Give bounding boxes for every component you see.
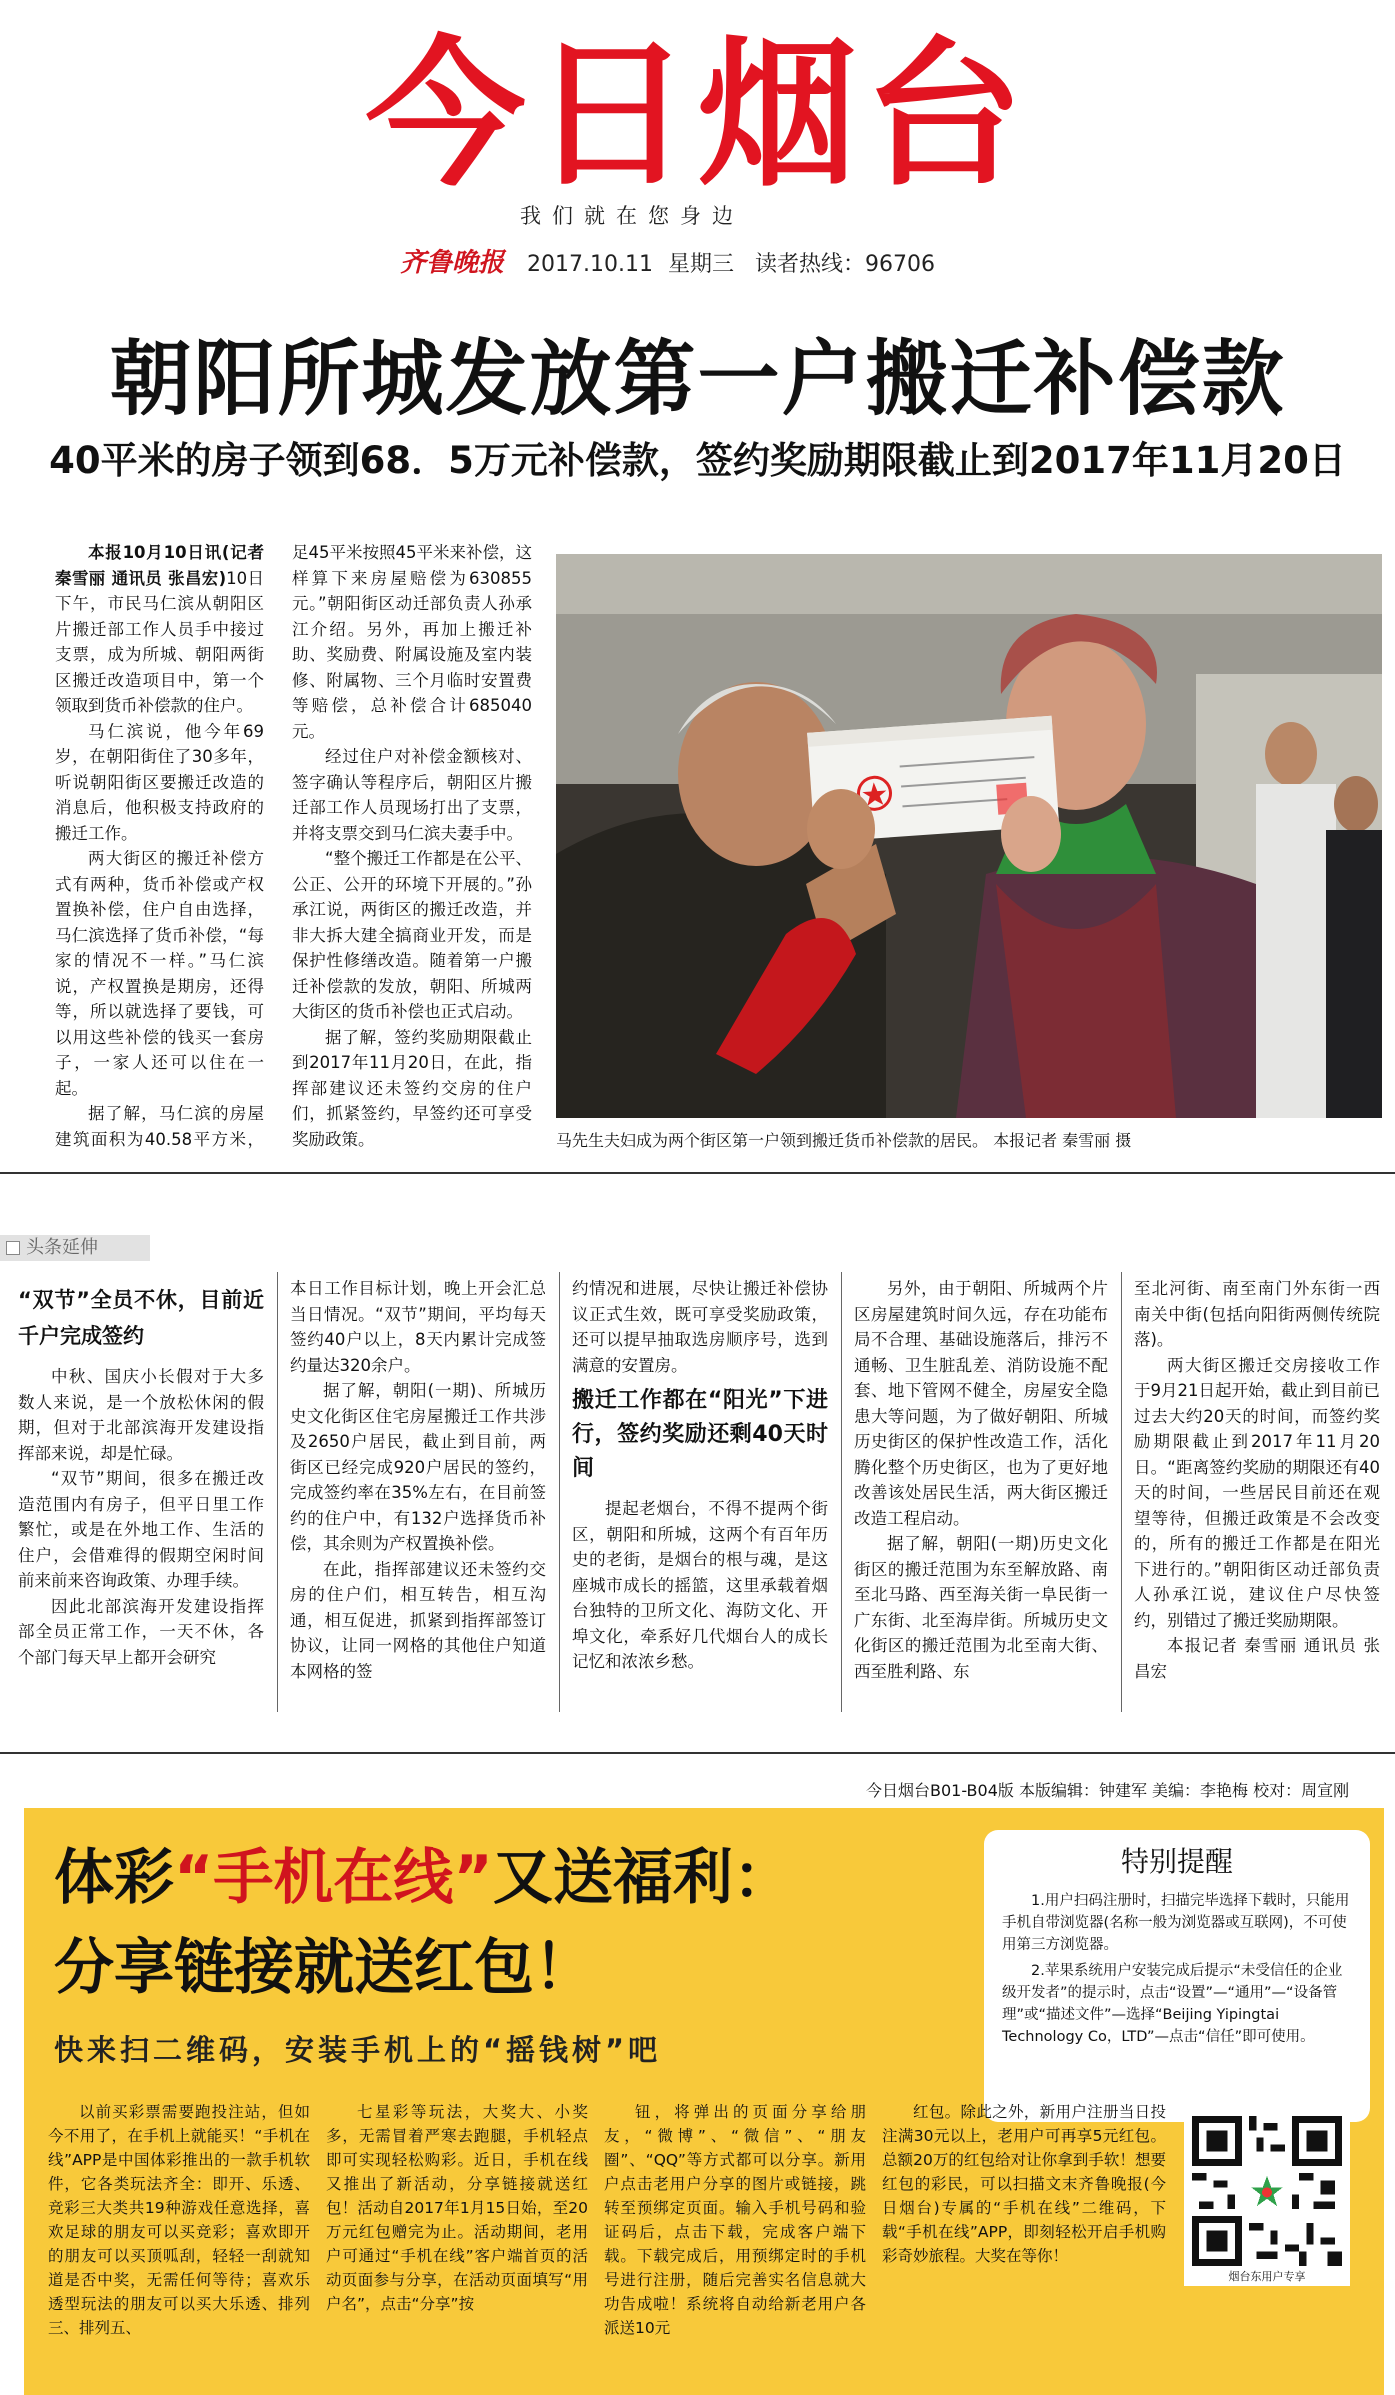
notice-item: 2.苹果系统用户安装完成后提示“未受信任的企业级开发者”的提示时，点击“设置”—“通用”—“设备管理”或“描述文件”—选择“Beijing Yipingtai Technology Co，LTD”—点击“信任”即可使用。 [1002, 1963, 1343, 2045]
article-text: 本日工作目标计划，晚上开会汇总当日情况。“双节”期间，平均每天签约40户以上，8天内累计完成签约量达320余户。 [290, 1279, 546, 1375]
article-paragraph [55, 846, 264, 1101]
article-text: 本报记者 秦雪丽 通讯员 张昌宏 [1134, 1636, 1380, 1681]
article-text: 经过住户对补偿金额核对、签字确认等程序后，朝阳区片搬迁部工作人员现场打出了支票，并将支票交到马仁滨夫妻手中。 [292, 747, 532, 843]
column-rule [841, 1272, 842, 1712]
sidebar-column-3 [572, 1276, 828, 1706]
news-photo [556, 554, 1382, 1118]
ad-paragraph: 以前买彩票需要跑投注站，但如今不用了，在手机上就能买！“手机在线”APP是中国体彩推出的一款手机软件，它各类玩法齐全：即开、乐透、竞彩三大类共19种游戏任意选择，喜欢足球的朋友可以买竞彩；喜欢即开的朋友可以买顶呱刮，轻轻一刮就知道是否中奖，无需任何等待；喜欢乐透型玩法的朋友可以买大乐透、排列三、排列五、 [48, 2103, 310, 2337]
article-paragraph [854, 1276, 1108, 1531]
ad-title-pre: 体彩 [54, 1843, 174, 1913]
sidebar-column-1 [18, 1282, 264, 1702]
article-text: 据了解，马仁滨的房屋建筑面积为40.58平方米， [55, 1104, 264, 1149]
article-paragraph [572, 1276, 828, 1378]
article-text: 约情况和进展，尽快让搬迁补偿协议正式生效，既可享受奖励政策，还可以提早抽取选房顺序号，选到满意的安置房。 [572, 1279, 828, 1375]
notice-item: 1.用户扫码注册时，扫描完毕选择下载时，只能用手机自带浏览器(名称一般为浏览器或互联网)，不可使用第三方浏览器。 [1002, 1893, 1350, 1953]
ad-title-line-2: 分享链接就送红包！ [54, 1933, 594, 2003]
sidebar-column-2 [290, 1276, 546, 1706]
article-text: 在此，指挥部建议还未签约交房的住户们，相互转告，相互沟通，相互促进，抓紧到指挥部签订协议，让同一网格的其他住户知道本网格的签 [290, 1559, 546, 1681]
article-text: 至北河街、南至南门外东街一西南关中街(包括向阳街两侧传统院落)。 [1134, 1279, 1380, 1349]
article-paragraph [292, 744, 532, 846]
article-paragraph [18, 1364, 264, 1466]
sidebar-column-4 [854, 1276, 1108, 1706]
lead-story-column-2 [292, 540, 532, 1150]
lead-story-column-1 [55, 540, 264, 1150]
photo-couple-holding-cheque [556, 554, 1382, 1118]
column-rule [1121, 1272, 1122, 1712]
article-text: 两大街区的搬迁补偿方式有两种，货币补偿或产权置换补偿，住户自由选择，马仁滨选择了货币补偿，“每家的情况不一样。”马仁滨说，产权置换是期房，还得等，所以就选择了要钱，可以用这些补偿的钱买一套房子，一家人还可以住在一起。 [55, 849, 264, 1098]
article-paragraph [292, 540, 532, 744]
publication-line [400, 242, 935, 279]
article-text: 两大街区搬迁交房接收工作于9月21日起开始，截止到目前已过去大约20天的时间，而签约奖励期限截止到2017年11月20日。“距离签约奖励的期限还有40天的时间，一些居民目前还在观望等待，但搬迁政策是不会改变的，所有的搬迁工作都是在阳光下进行的。”朝阳街区动迁部负责人孙承江说，建议住户尽快签约，别错过了搬迁奖励期限。 [1134, 1355, 1380, 1630]
hotline-number: 96706 [865, 252, 936, 277]
article-text: 因此北部滨海开发建设指挥部全员正常工作，一天不休，各个部门每天早上都开会研究 [18, 1596, 264, 1667]
section-tag [0, 1235, 150, 1261]
article-paragraph [572, 1496, 828, 1675]
article-paragraph [1134, 1633, 1380, 1684]
article-paragraph [290, 1276, 546, 1378]
article-paragraph [55, 1101, 264, 1150]
hotline-label: 读者热线： [755, 252, 866, 277]
article-paragraph [854, 1531, 1108, 1684]
article-paragraph [292, 846, 532, 1025]
ad-paragraph: 钮，将弹出的页面分享给朋友，“微博”、“微信”、“朋友圈”、“QQ”等方式都可以分享。新用户点击老用户分享的图片或链接，跳转至预绑定页面。输入手机号码和验证码后，点击下载，完成客户端下载。下载完成后，用预绑定时的手机号进行注册，随后完善实名信息就大功告成啦！系统将自动给新老用户各派送10元 [604, 2103, 866, 2337]
article-text: 另外，由于朝阳、所城两个片区房屋建筑时间久远，存在功能布局不合理、基础设施落后，排污不通畅、卫生脏乱差、消防设施不配套、地下管网不健全，房屋安全隐患大等问题，为了做好朝阳、所城历史街区的保护性改造工作，活化腾化整个历史街区，也为了更好地改善该处居民生活，两大街区搬迁改造工程启动。 [854, 1279, 1108, 1528]
ad-subtitle: 快来扫二维码，安装手机上的“摇钱树”吧 [54, 2033, 662, 2067]
masthead-slogan: 我们就在您身边 [520, 204, 744, 228]
issue-date: 2017.10.11 [527, 252, 653, 277]
article-paragraph [1134, 1353, 1380, 1634]
article-text: “双节”期间，很多在搬迁改造范围内有房子，但平日里工作繁忙，或是在外地工作、生活的住户，会借难得的假期空闲时间前来前来咨询政策、办理手续。 [18, 1469, 264, 1590]
publisher-logo: 齐鲁晚报 [400, 248, 505, 278]
column-rule [559, 1272, 560, 1712]
article-paragraph [55, 719, 264, 847]
article-text: 10日下午，市民马仁滨从朝阳区片搬迁部工作人员手中接过支票，成为所城、朝阳两街区搬迁改造项目中，第一个领取到货币补偿款的住户。 [55, 568, 264, 715]
sidebar-column-1-body [18, 1364, 264, 1670]
ad-title-line-1 [54, 1838, 793, 1918]
issue-weekday: 星期三 [667, 252, 734, 277]
article-paragraph [18, 1594, 264, 1671]
ad-column-4 [882, 2100, 1166, 2380]
section-tag-label: 头条延伸 [26, 1237, 98, 1258]
article-text: 据了解，朝阳(一期)历史文化街区的搬迁范围为东至解放路、南至北马路、西至海关街一阜民街一广东街、北至海岸街。所城历史文化街区的搬迁范围为北至南大街、西至胜利路、东 [854, 1534, 1108, 1681]
article-text: 据了解，签约奖励期限截止到2017年11月20日，在此，指挥部建议还未签约交房的住户们，抓紧签约，早签约还可享受奖励政策。 [292, 1027, 532, 1149]
sidebar-column-5 [1134, 1276, 1380, 1706]
divider [0, 1172, 1395, 1174]
article-paragraph [55, 540, 264, 719]
ad-column-1 [48, 2100, 310, 2380]
article-paragraph [1134, 1276, 1380, 1353]
qr-caption: 烟台东用户专享 [1228, 2270, 1306, 2283]
article-text: 提起老烟台，不得不提两个街区，朝阳和所城，这两个有百年历史的老街，是烟台的根与魂，是这座城市成长的摇篮，这里承载着烟台独特的卫所文化、海防文化、开埠文化，牵系好几代烟台人的成长记忆和浓浓乡愁。 [572, 1499, 828, 1671]
article-paragraph [18, 1466, 264, 1594]
ad-title-post: 又送福利： [492, 1843, 793, 1913]
lottery-advertisement [24, 1808, 1384, 2395]
article-text: “整个搬迁工作都是在公平、公正、公开的环境下开展的。”孙承江说，两街区的搬迁改造，并非大拆大建全搞商业开发，而是保护性修缮改造。随着第一户搬迁补偿款的发放，朝阳、所城两大街区的货币补偿也正式启动。 [292, 849, 532, 1021]
notice-title: 特别提醒 [1120, 1845, 1233, 1878]
photo-caption: 马先生夫妇成为两个街区第一户领到搬迁货币补偿款的居民。 本报记者 秦雪丽 摄 [556, 1131, 1132, 1150]
lead-subhead: 40平米的房子领到68．5万元补偿款，签约奖励期限截止到2017年11月20日 [49, 439, 1346, 482]
article-paragraph [290, 1557, 546, 1685]
lead-headline: 朝阳所城发放第一户搬迁补偿款 [109, 332, 1286, 427]
masthead-title: 今日烟台 [365, 21, 1030, 208]
special-notice-box [984, 1830, 1370, 2122]
article-text: 马仁滨说，他今年69岁，在朝阳街住了30多年，听说朝阳街区要搬迁改造的消息后，他积极支持政府的搬迁工作。 [55, 721, 264, 843]
column-rule [277, 1272, 278, 1712]
divider [0, 1752, 1395, 1754]
section-tag-square-icon [6, 1241, 20, 1255]
ad-column-2 [326, 2100, 588, 2380]
ad-paragraph: 七星彩等玩法，大奖大、小奖多，无需冒着严寒去跑腿，手机轻点即可实现轻松购彩。近日，手机在线又推出了新活动，分享链接就送红包！活动自2017年1月15日始，至20万元红包赠完为止。活动期间，老用户可通过“手机在线”客户端首页的活动页面参与分享，在活动页面填写“用户名”，点击“分享”按 [326, 2103, 588, 2313]
ad-column-3 [604, 2100, 866, 2380]
article-paragraph [290, 1378, 546, 1557]
ad-paragraph: 红包。除此之外，新用户注册当日投注满30元以上，老用户可再享5元红包。总额20万的红包给对让你拿到手软！想要红包的彩民，可以扫描文末齐鲁晚报(今日烟台)专属的“手机在线”二维码，下载“手机在线”APP，即刻轻松开启手机购彩奇妙旅程。大奖在等你！ [882, 2103, 1166, 2265]
article-dateline: 本报10月10日讯(记者 秦雪丽 通讯员 张昌宏) [55, 543, 264, 588]
ad-title-highlight: “手机在线” [174, 1843, 493, 1913]
article-paragraph [292, 1025, 532, 1151]
article-subheading: 搬迁工作都在“阳光”下进行，签约奖励还剩40天时间 [572, 1388, 828, 1481]
notice-text [1002, 1890, 1352, 2048]
article-text: 中秋、国庆小长假对于大多数人来说，是一个放松休闲的假期，但对于北部滨海开发建设指挥部来说，却是忙碌。 [18, 1367, 264, 1463]
article-text: 据了解，朝阳(一期)、所城历史文化街区住宅房屋搬迁工作共涉及2650户居民，截止到目前，两街区已经完成920户居民的签约，完成签约率在35%左右，在目前签约的住户中，有132户选择货币补偿，其余则为产权置换补偿。 [290, 1381, 546, 1553]
qr-code[interactable] [1184, 2110, 1350, 2286]
qr-code-icon [1190, 2116, 1344, 2266]
sidebar-headline: “双节”全员不休，目前近千户完成签约 [18, 1288, 264, 1348]
page-footer: 今日烟台B01-B04版 本版编辑：钟建军 美编：李艳梅 校对：周宣刚 [866, 1781, 1350, 1800]
article-text: 足45平米按照45平米来补偿，这样算下来房屋赔偿为630855元。”朝阳街区动迁部负责人孙承江介绍。另外，再加上搬迁补助、奖励费、附属设施及室内装修、附属物、三个月临时安置费等赔偿，总补偿合计685040元。 [292, 543, 532, 741]
